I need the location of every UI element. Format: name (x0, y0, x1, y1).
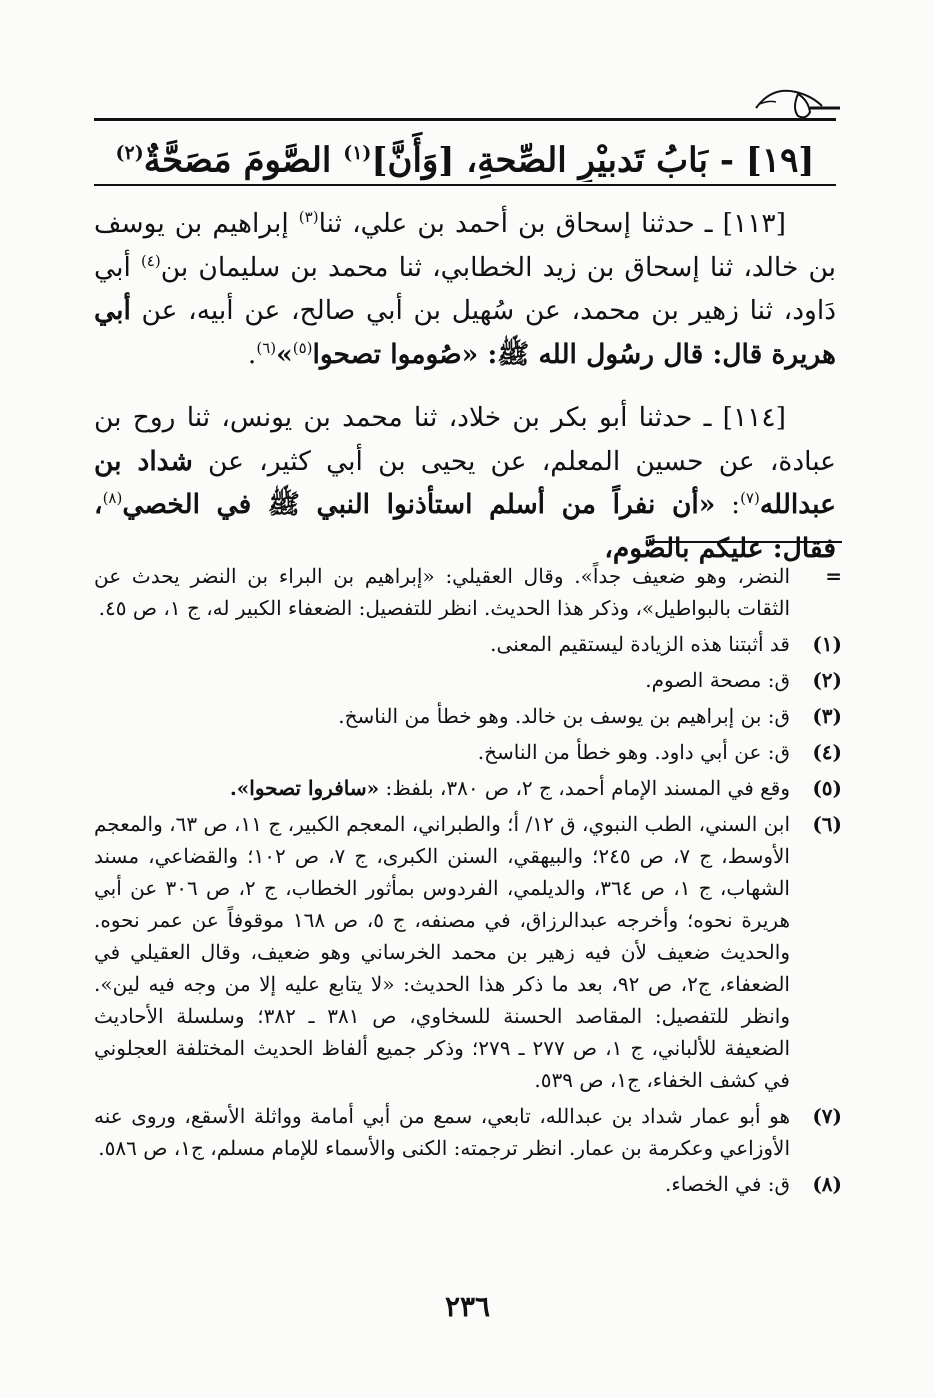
footnote-continued (94, 560, 842, 624)
hadith-114-colon: : (715, 489, 741, 520)
footnote-separator (650, 541, 842, 543)
footnote-number: (٨) (812, 1172, 842, 1196)
hadith-113-quote-close: » (276, 338, 293, 370)
footnote-text: ابن السني، الطب النبوي، ق ١٢/ أ؛ والطبراني، المعجم الكبير، ج ١١، ص ٦٣، والمعجم الأوسط، ج ٧، ص ٢٤٥؛ والبيهقي، السنن الكبرى، ج ٧، ص ١٠٢؛ والقضاعي، مسند الشهاب، ج ١، ص ٣٦٤، والديلمي، الفردوس بمأثور الخطاب، ج ٢، ص ٣٠٦ عن أبي هريرة نحوه؛ وأخرجه عبدالرزاق، في مصنفه، ج ٥، ص ١٦٨ موقوفاً عن عمر نحوه. والحديث ضعيف لأن فيه زهير بن محمد الخرساني وهو ضعيف، وقال العقيلي في الضعفاء، ج٢، ص ٩٢، بعد ما ذكر هذا الحديث: «لا يتابع عليه إلا من وجه فيه لين». وانظر للتفصيل: المقاصد الحسنة للسخاوي، ص ٣٨١ ـ ٣٨٢؛ وسلسلة الأحاديث الضعيفة للألباني، ج ١، ص ٢٧٧ ـ ٢٧٩؛ وذكر جميع ألفاظ الحديث المختلفة العجلوني في كشف الخفاء، ج١، ص ٥٣٩. (94, 812, 790, 1092)
hadith-113-matn: أبي هريرة قال: قال رسُول الله ﷺ: «صُوموا تصحوا (94, 295, 836, 370)
footnote-text: ق: عن أبي داود. وهو خطأ من الناسخ. (477, 740, 790, 764)
hadith-113-chain-1: [١١٣] ـ حدثنا إسحاق بن أحمد بن علي، ثنا (318, 208, 787, 239)
footnote-text: ق: مصحة الصوم. (645, 668, 790, 692)
footnote-ref-3[interactable]: (٣) (298, 208, 319, 227)
footnote-text-plain: وقع في المسند الإمام أحمد، ج ٢، ص ٣٨٠، بلفظ: (379, 776, 790, 800)
footnote-number: (٦) (812, 812, 842, 836)
footnote-3 (94, 700, 842, 732)
footnote-text-bold: «سافروا تصحوا». (229, 776, 380, 800)
hadith-114-matn-1: «أن نفراً من أسلم استأذنوا النبي ﷺ في الخصي (122, 489, 716, 520)
footnote-ref-7[interactable]: (٧) (740, 489, 760, 508)
hadith-114-chain: [١١٤] ـ حدثنا أبو بكر بن خلاد، ثنا محمد بن يونس، ثنا روح بن عبادة، عن حسين المعلم، عن يحيى بن أبي كثير، عن (94, 402, 836, 477)
footnote-text: هو أبو عمار شداد بن عبدالله، تابعي، سمع من أبي أمامة وواثلة الأسقع، وروى عنه الأوزاعي وعكرمة بن عمار. انظر ترجمته: الكنى والأسماء للإمام مسلم، ج١، ص ٥٨٦. (94, 1104, 791, 1160)
footnote-ref-5[interactable]: (٥) (292, 338, 313, 357)
title-top-rule (94, 118, 836, 121)
hadith-113-end: . (247, 338, 257, 370)
footnote-1 (94, 628, 842, 660)
footnote-text (94, 772, 790, 804)
footnote-4 (94, 736, 842, 768)
chapter-title (94, 124, 836, 182)
footnote-number: (٤) (812, 740, 842, 764)
title-bottom-rule (94, 184, 836, 186)
chapter-title-end: الصَّومَ مَصَحَّةٌ (143, 140, 344, 181)
footnote-text: النضر، وهو ضعيف جداً». وقال العقيلي: «إبراهيم بن البراء بن النضر يحدث عن الثقات بالبواطيل»، وذكر هذا الحديث. انظر للتفصيل: الضعفاء الكبير له، ج ١، ص ٤٥. (94, 564, 790, 620)
footnote-ref-2[interactable]: (٢) (115, 142, 144, 164)
footnote-7 (94, 1100, 842, 1164)
footnote-text: قد أثبتنا هذه الزيادة ليستقيم المعنى. (490, 632, 790, 656)
footnote-text: ق: بن إبراهيم بن يوسف بن خالد. وهو خطأ من الناسخ. (338, 704, 790, 728)
footnote-ref-6[interactable]: (٦) (256, 338, 277, 357)
main-text (94, 202, 836, 590)
footnote-number: = (825, 564, 842, 588)
footnote-6 (94, 808, 842, 1096)
footnote-ref-4[interactable]: (٤) (140, 251, 161, 270)
footnote-ref-1[interactable]: (١) (343, 142, 372, 164)
hadith-114-narrator: شداد بن عبدالله (94, 445, 836, 520)
footnote-number: (٣) (812, 704, 842, 728)
footnote-number: (٥) (812, 776, 842, 800)
hadith-114 (94, 396, 836, 570)
hadith-113 (94, 202, 836, 376)
footnote-2 (94, 664, 842, 696)
hadith-113-chain-3: أبي دَاود، ثنا زهير بن محمد، عن سُهيل بن أبي صالح، عن أبيه، عن (94, 251, 836, 326)
hadith-114-matn-2: ، فقال: عليكم بالصَّوم، (94, 489, 836, 564)
chapter-title-main: [١٩] - بَابُ تَدبيْرِ الصِّحةِ، [وَأَنَّ] (371, 140, 815, 181)
footnote-number: (٧) (812, 1104, 842, 1128)
footnote-5 (94, 772, 842, 804)
footnote-text: ق: في الخصاء. (665, 1172, 790, 1196)
footnote-8 (94, 1168, 842, 1200)
page-number: ٢٣٦ (444, 1290, 491, 1323)
footnote-number: (١) (812, 632, 842, 656)
footnote-ref-8[interactable]: (٨) (102, 489, 123, 508)
hadith-113-chain-2: إبراهيم بن يوسف بن خالد، ثنا إسحاق بن زيد الخطابي، ثنا محمد بن سليمان بن (94, 208, 837, 283)
footnotes (94, 560, 842, 1204)
footnote-number: (٢) (812, 668, 842, 692)
